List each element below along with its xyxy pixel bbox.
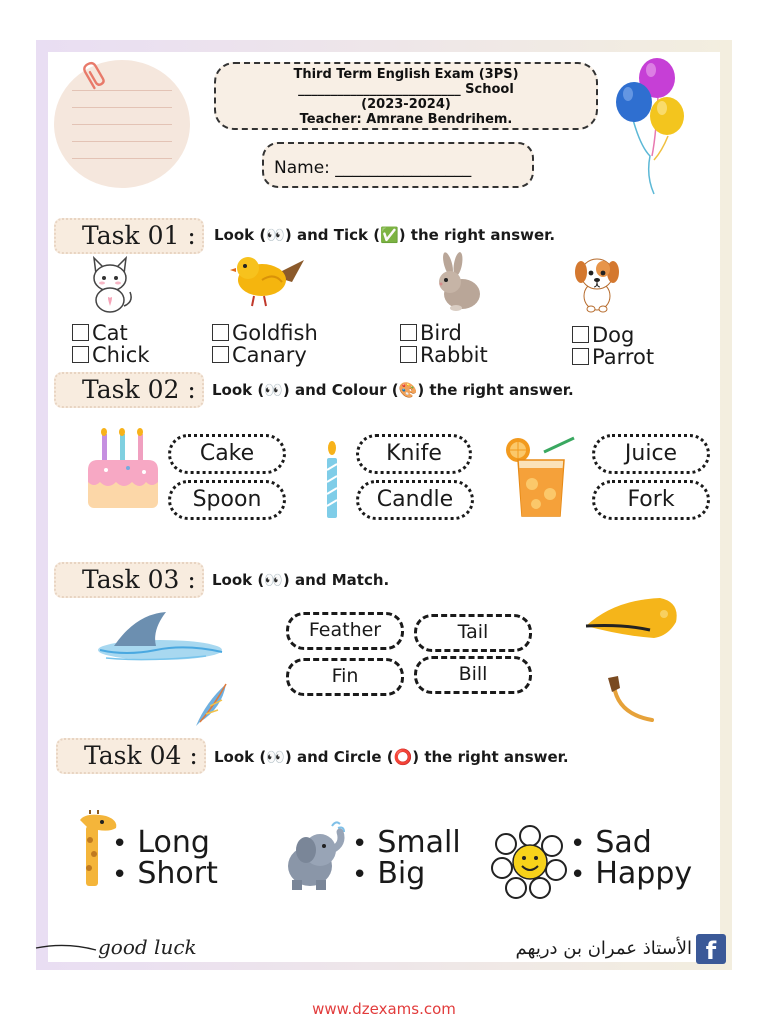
option-parrot[interactable]: Parrot bbox=[572, 346, 654, 368]
elephant-icon bbox=[282, 820, 352, 892]
option-dog[interactable]: Dog bbox=[572, 324, 634, 346]
task-03-instruction: Look (👀) and Match. bbox=[212, 571, 390, 589]
option-canary[interactable]: Canary bbox=[212, 344, 307, 366]
word-knife[interactable]: Knife bbox=[356, 434, 472, 474]
task-03-label: Task 03 : bbox=[54, 562, 204, 598]
checkbox[interactable] bbox=[572, 348, 589, 365]
beak-icon bbox=[584, 596, 680, 642]
option-long[interactable]: • Long bbox=[112, 825, 210, 860]
word-cake[interactable]: Cake bbox=[168, 434, 286, 474]
options-giraffe bbox=[112, 825, 218, 891]
task-02-label: Task 02 : bbox=[54, 372, 204, 408]
word-bill[interactable]: Bill bbox=[414, 656, 532, 694]
feather-icon bbox=[192, 682, 228, 728]
option-chick[interactable]: Chick bbox=[72, 344, 150, 366]
checkbox[interactable] bbox=[72, 346, 89, 363]
school-line: _________________________ School bbox=[298, 82, 514, 97]
task-04-label: Task 04 : bbox=[56, 738, 206, 774]
paperclip-icon bbox=[82, 60, 108, 90]
website-link[interactable]: www.dzexams.com bbox=[312, 1000, 456, 1018]
task-01-instruction: Look (👀) and Tick (✅) the right answer. bbox=[214, 226, 556, 244]
word-fin[interactable]: Fin bbox=[286, 658, 404, 696]
options-flower bbox=[570, 825, 693, 891]
options-elephant bbox=[352, 825, 461, 891]
candle-icon bbox=[322, 440, 342, 520]
teacher-name-arabic: الأستاذ عمران بن دريهم bbox=[515, 938, 692, 959]
cat-icon bbox=[84, 254, 136, 314]
checkbox[interactable] bbox=[572, 326, 589, 343]
school-year: (2023-2024) bbox=[361, 97, 451, 112]
option-cat[interactable]: Cat bbox=[72, 322, 128, 344]
name-field[interactable]: Name: ________________ bbox=[262, 142, 534, 188]
canary-icon bbox=[232, 252, 306, 308]
facebook-icon[interactable]: f bbox=[696, 934, 726, 964]
checkbox[interactable] bbox=[212, 346, 229, 363]
smiling-flower-icon bbox=[492, 826, 568, 898]
good-luck-text: good luck bbox=[98, 935, 197, 959]
task-04-instruction: Look (👀) and Circle (⭕) the right answer. bbox=[214, 748, 569, 766]
checkbox[interactable] bbox=[400, 346, 417, 363]
option-happy[interactable]: • Happy bbox=[570, 856, 693, 891]
word-juice[interactable]: Juice bbox=[592, 434, 710, 474]
word-candle[interactable]: Candle bbox=[356, 480, 474, 520]
option-bird[interactable]: Bird bbox=[400, 322, 462, 344]
option-big[interactable]: • Big bbox=[352, 856, 426, 891]
tail-icon bbox=[604, 674, 656, 724]
word-spoon[interactable]: Spoon bbox=[168, 480, 286, 520]
option-short[interactable]: • Short bbox=[112, 856, 218, 891]
task-01-label: Task 01 : bbox=[54, 218, 204, 254]
exam-title: Third Term English Exam (3PS) bbox=[293, 67, 519, 82]
dog-icon bbox=[572, 252, 622, 312]
checkbox[interactable] bbox=[400, 324, 417, 341]
option-small[interactable]: • Small bbox=[352, 825, 461, 860]
exam-header bbox=[214, 62, 598, 130]
checkbox[interactable] bbox=[212, 324, 229, 341]
good-luck-signature bbox=[36, 928, 197, 972]
checkbox[interactable] bbox=[72, 324, 89, 341]
option-rabbit[interactable]: Rabbit bbox=[400, 344, 488, 366]
shark-fin-icon bbox=[96, 610, 228, 666]
note-paper-decoration bbox=[54, 60, 190, 188]
cake-icon bbox=[84, 430, 162, 512]
option-goldfish[interactable]: Goldfish bbox=[212, 322, 318, 344]
teacher-name: Teacher: Amrane Bendrihem. bbox=[299, 112, 513, 127]
task-02-instruction: Look (👀) and Colour (🎨) the right answer. bbox=[212, 381, 574, 399]
word-feather[interactable]: Feather bbox=[286, 612, 404, 650]
balloons-icon bbox=[610, 56, 690, 196]
word-tail[interactable]: Tail bbox=[414, 614, 532, 652]
word-fork[interactable]: Fork bbox=[592, 480, 710, 520]
rabbit-icon bbox=[428, 252, 484, 312]
option-sad[interactable]: • Sad bbox=[570, 825, 652, 860]
juice-icon bbox=[504, 436, 576, 520]
